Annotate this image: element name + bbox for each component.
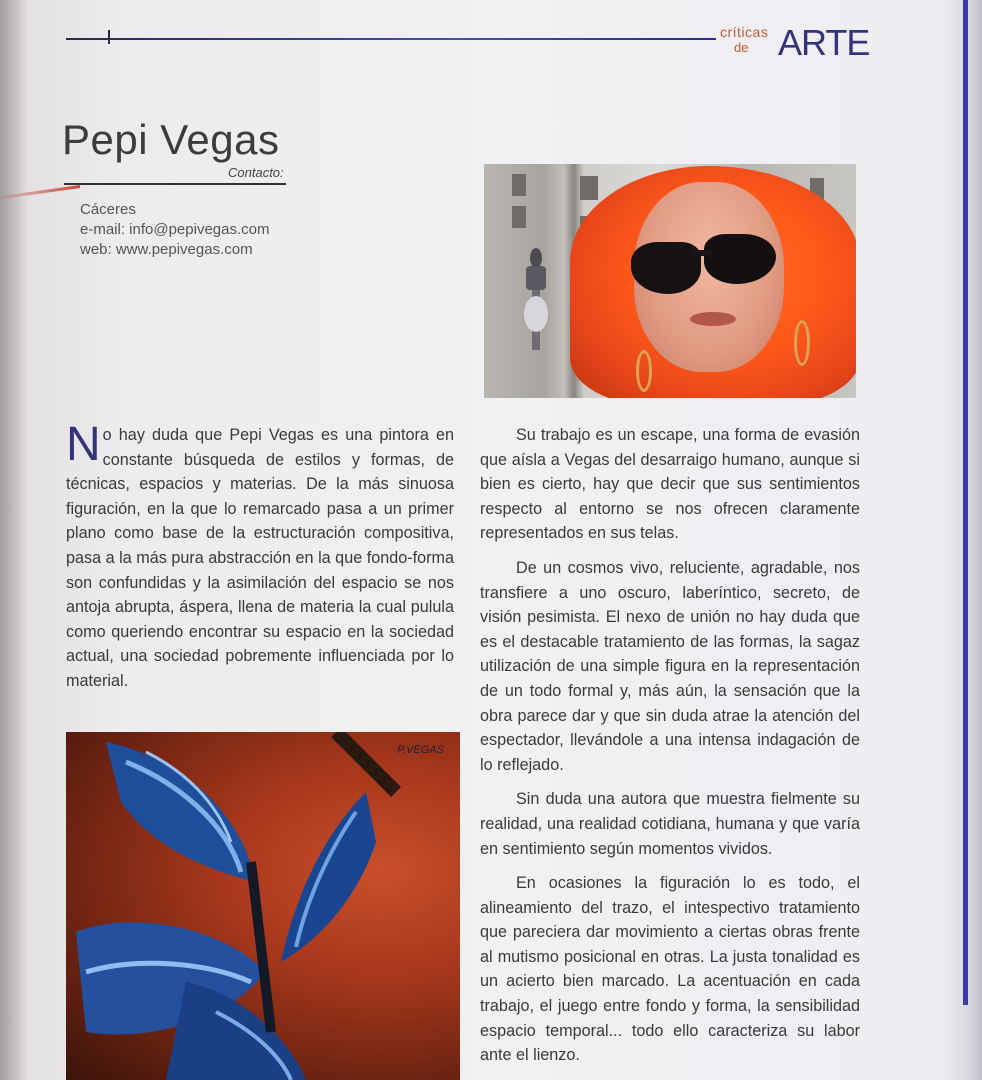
article-paragraph: En ocasiones la figuración lo es todo, el alineamiento del trazo, el intespectivo tratamiento que pareciera dar movimiento a ciertas obras frente al mutismo posicional en otras. La justa tonalidad es un acierto bien marcado. La acentuación en cada trabajo, el juego entre fondo y forma, la sensibilidad espacio temporal... todo ello caracteriza su labor ante el lienzo. (480, 874, 860, 1065)
earring-icon (794, 320, 810, 366)
painting-image (66, 732, 460, 1080)
earring-icon (636, 350, 652, 392)
artist-name-title: Pepi Vegas (62, 116, 280, 164)
section-label-de: de (734, 40, 749, 55)
article-paragraph-text: o hay duda que Pepi Vegas es una pintora en constante búsqueda de estilos y formas, de técnicas, espacios y materias. De la más sinuosa figuración, en la que lo remarcado pasa a un primer plano como base de la estructuración compositiva, pasa a la más pura abstracción en la que fondo-forma son confundidas y la asimilación del espacio se nos antoja abrupta, áspera, llena de materia la cual pulula como queriendo encontrar su espacio en la sociedad actual, una sociedad pobremente influenciada por lo material. (66, 426, 454, 690)
article-paragraph: De un cosmos vivo, reluciente, agradable, nos transfiere a uno oscuro, laberíntico, secreto, de visión pesimista. El nexo de unión no hay duda que es el destacable tratamiento de las formas, la sagaz utilización de una simple figura en la representación de un todo formal y, más aún, la sensación que la obra parece dar y que sin duda atrae la atención del espectador, llevándole a una intensa indagación de lo reflejado. (480, 558, 860, 774)
right-margin-rule (963, 0, 968, 1005)
header-rule-tick (108, 30, 110, 44)
article-paragraph (66, 418, 454, 694)
contact-email: e-mail: info@pepivegas.com (80, 221, 270, 238)
butterfly-painting-icon (66, 732, 460, 1080)
section-label-arte: ARTE (778, 22, 870, 63)
building-window (512, 174, 526, 196)
section-header (718, 22, 870, 63)
section-label-criticas: críticas (720, 24, 769, 40)
sunglasses-icon (631, 242, 701, 294)
contact-rule (64, 183, 286, 185)
article-paragraph: Su trabajo es un escape, una forma de evasión que aísla a Vegas del desarraigo humano, aunque si bien es cierto, hay que decir que sus sentimientos respecto al entorno se nos ofrecen claramente representados en sus telas. (480, 426, 860, 543)
header-rule (66, 38, 716, 40)
portrait-photo (484, 164, 856, 398)
street-lamp-icon (514, 244, 554, 394)
article-column-left (66, 418, 454, 704)
page-gutter-shadow (0, 0, 26, 1080)
sunglasses-bridge (692, 250, 712, 256)
contact-label: Contacto: (228, 165, 284, 180)
page-edge (968, 0, 982, 1080)
contact-web: web: www.pepivegas.com (80, 241, 253, 258)
article-paragraph: Sin duda una autora que muestra fielmente su realidad, una realidad cotidiana, humana y que varía en sentimiento según momentos vividos. (480, 790, 860, 858)
article-column-right (480, 423, 860, 1078)
contact-info (80, 200, 269, 260)
lips-shape (690, 312, 736, 326)
building-window (512, 206, 526, 228)
contact-city: Cáceres (80, 201, 136, 218)
painting-signature: P.VEGAS (397, 744, 444, 756)
dropcap: N (66, 418, 101, 471)
building-window (580, 176, 598, 200)
